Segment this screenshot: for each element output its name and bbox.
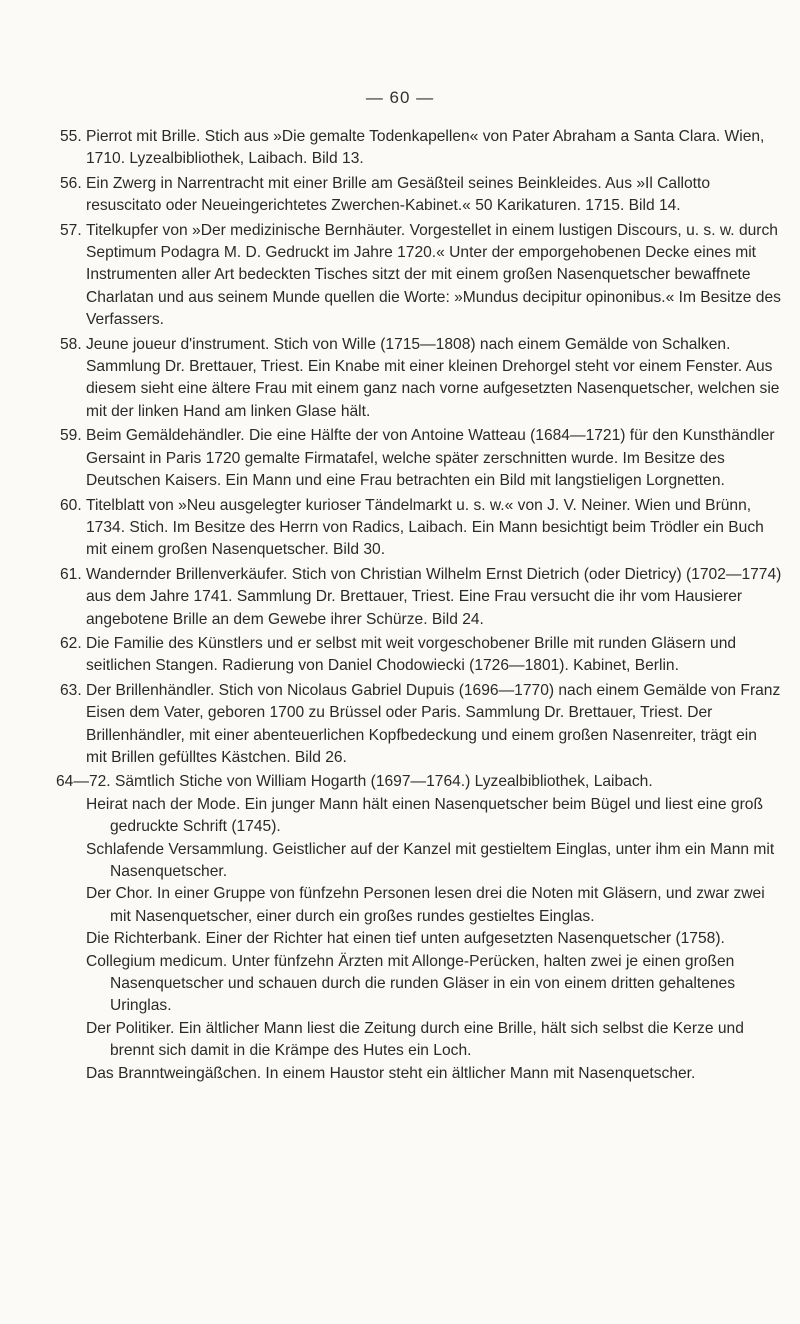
entry-number: 63. bbox=[60, 681, 82, 699]
entry-text: Titelblatt von »Neu ausgelegter kurioser Tändelmarkt u. s. w.« von J. V. Neiner. Wien und Brünn, 1734. Stich. Im Besitze des Herrn von Radics, Laibach. Ein Mann besichtigt beim Trödler ein Buch mit einem großen Nasenquetscher. Bild 30. bbox=[86, 496, 764, 559]
entry-text: Die Familie des Künstlers und er selbst mit weit vorgeschobener Brille mit runden Gläsern und seitlichen Stangen. Radierung von Daniel Chodowiecki (1726—1801). Kabinet, Berlin. bbox=[86, 634, 737, 675]
catalog-entry-57 bbox=[60, 220, 782, 332]
hogarth-item: Schlafende Versammlung. Geistlicher auf der Kanzel mit gestieltem Einglas, unter ihm ein Mann mit Nasenquetscher. bbox=[86, 840, 775, 880]
entry-text: Beim Gemäldehändler. Die eine Hälfte der von Antoine Watteau (1684—1721) für den Kunsthändler Gersaint in Paris 1720 gemalte Firmatafel, welche später zerschnitten wurde. Im Besitze des Deutschen Kaisers. Ein Mann und eine Frau betrachten ein Bild mit langstieligen Lorgnetten. bbox=[86, 427, 775, 490]
hogarth-item: Die Richterbank. Einer der Richter hat einen tief unten aufgesetzten Nasenquetscher (1758). bbox=[86, 930, 725, 948]
entry-number: 64—72. bbox=[56, 773, 111, 791]
entry-text: Titelkupfer von »Der medizinische Bernhäuter. Vorgestellet in einem lustigen Discours, u. s. w. durch Septimum Podagra M. D. Gedruckt im Jahre 1720.« Unter der emporgehobenen Decke eines mit Instrumenten aller Art bedeckten Tisches sitzt der mit einem großen Nasenquetscher bewaffnete Charlatan und aus seinem Munde quellen die Worte: »Mundus decipitur opinonibus.« Im Besitze des Verfassers. bbox=[86, 221, 781, 329]
entry-text: Wandernder Brillenverkäufer. Stich von Christian Wilhelm Ernst Dietrich (oder Dietricy) (1702—1774) aus dem Jahre 1741. Sammlung Dr. Brettauer, Triest. Eine Frau versucht die ihr vom Hausierer angebotene Brille an dem Gewebe ihrer Schürze. Bild 24. bbox=[86, 565, 782, 628]
catalog-entry-60 bbox=[60, 495, 782, 562]
entry-number: 55. bbox=[60, 128, 82, 145]
entry-number: 57. bbox=[60, 221, 82, 239]
hogarth-item: Heirat nach der Mode. Ein junger Mann hält einen Nasenquetscher beim Bügel und liest eine groß gedruckte Schrift (1745). bbox=[86, 795, 763, 836]
entry-number: 56. bbox=[60, 174, 82, 192]
entry-number: 62. bbox=[60, 634, 82, 652]
entry-text: Jeune joueur d'instrument. Stich von Wille (1715—1808) nach einem Gemälde von Schalken. Sammlung Dr. Brettauer, Triest. Ein Knabe mit einer kleinen Drehorgel steht vor einem Fenster. Aus diesem sieht eine ältere Frau mit einem ganz nach vorne aufgesetzten Nasenquetscher, welchen sie mit der linken Hand am linken Glase hält. bbox=[86, 335, 780, 420]
catalog-entry-61 bbox=[60, 564, 782, 631]
catalog-entry-62 bbox=[60, 633, 782, 678]
entry-text: Der Brillenhändler. Stich von Nicolaus Gabriel Dupuis (1696—1770) nach einem Gemälde von Franz Eisen dem Vater, geboren 1700 zu Brüssel oder Paris. Sammlung Dr. Brettauer, Triest. Der Brillenhändler, mit einer abenteuerlichen Kopfbedeckung und einem großen Nasenreiter, trägt ein mit Brillen gefülltes Kästchen. Bild 26. bbox=[86, 681, 781, 766]
catalog-entry-63 bbox=[60, 680, 782, 770]
catalog-entry-59 bbox=[60, 425, 782, 492]
entry-text: Pierrot mit Brille. Stich aus »Die gemalte Todenkapellen« von Pater Abraham a Santa Clara. Wien, 1710. Lyzealbibliothek, Laibach. Bild 13. bbox=[86, 128, 765, 168]
catalog-entry-64-72 bbox=[56, 771, 782, 1085]
page-number: — 60 — bbox=[365, 88, 435, 107]
range-entry-intro bbox=[56, 771, 782, 793]
hogarth-item: Der Politiker. Ein ältlicher Mann liest die Zeitung durch eine Brille, hält sich selbst die Kerze und brennt sich damit in die Krämpe des Hutes ein Loch. bbox=[86, 1019, 744, 1060]
entry-number: 60. bbox=[60, 496, 82, 514]
catalog-entry-56 bbox=[60, 173, 782, 218]
hogarth-item: Der Chor. In einer Gruppe von fünfzehn Personen lesen drei die Noten mit Gläsern, und zwar zwei mit Nasenquetscher, einer durch ein großes rundes gestieltes Einglas. bbox=[86, 885, 765, 925]
catalog-entry-58 bbox=[60, 334, 782, 424]
entry-number: 61. bbox=[60, 565, 82, 583]
hogarth-item: Collegium medicum. Unter fünfzehn Ärzten mit Allonge-Perücken, halten zwei je einen großen Nasenquetscher und schauen durch die runden Gläser in ein von einem dritten gehaltenes Uringlas. bbox=[86, 952, 736, 1015]
catalog-entries bbox=[56, 126, 782, 1085]
catalog-entry-55 bbox=[60, 126, 782, 171]
entry-number: 59. bbox=[60, 427, 82, 445]
entry-number: 58. bbox=[60, 335, 82, 353]
entry-text: Sämtlich Stiche von William Hogarth (1697—1764.) Lyzealbibliothek, Laibach. bbox=[114, 773, 653, 791]
entry-text: Ein Zwerg in Narrentracht mit einer Brille am Gesäßteil seines Beinkleides. Aus »Il Callotto resuscitato oder Neueingerichtetes Zwerchen-Kabinet.« 50 Karikaturen. 1715. Bild 14. bbox=[86, 174, 711, 215]
hogarth-item: Das Branntweingäßchen. In einem Haustor steht ein ältlicher Mann mit Nasenquetscher. bbox=[86, 1064, 696, 1082]
